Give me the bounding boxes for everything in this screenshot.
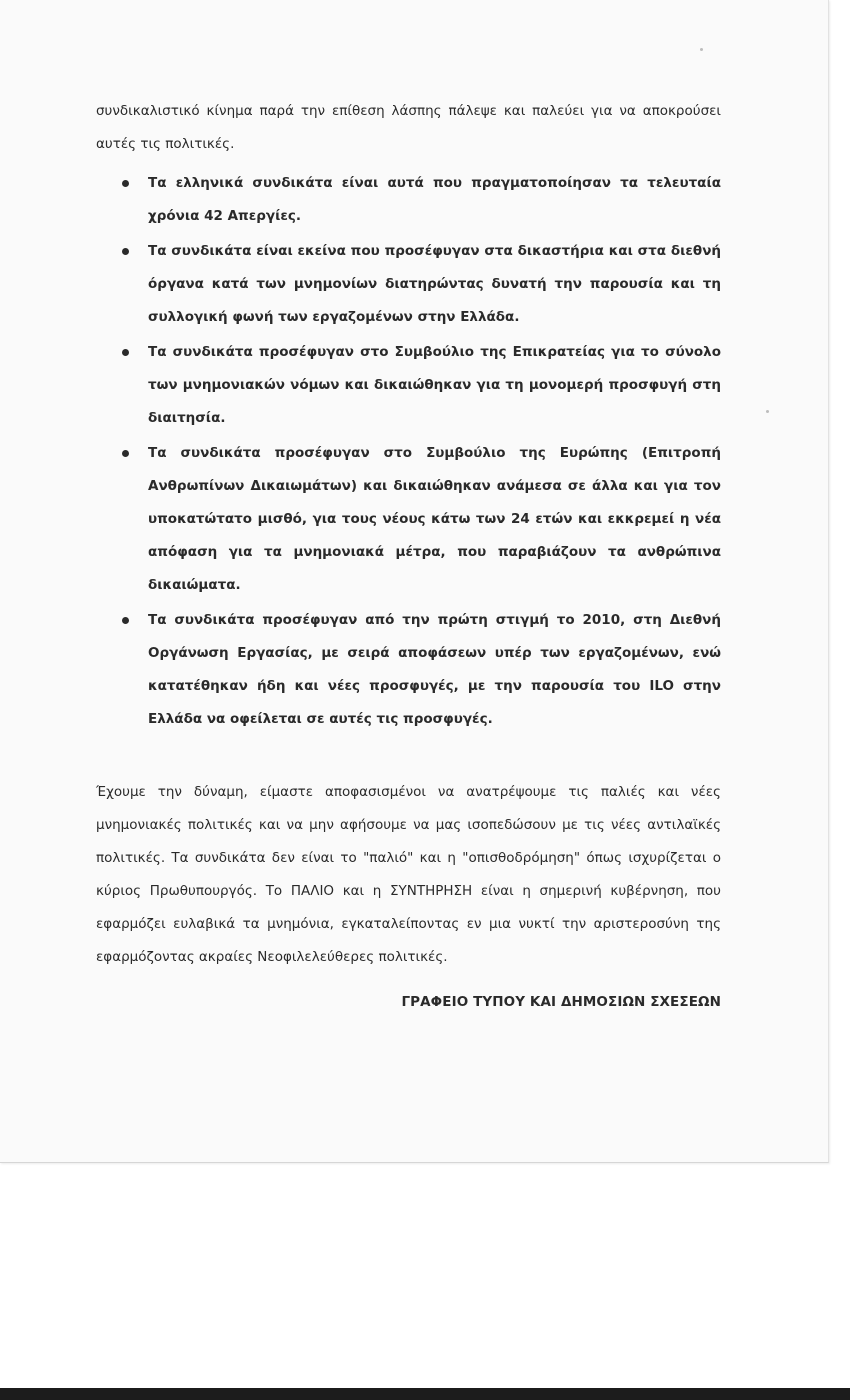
bullet-list	[96, 167, 721, 736]
scan-speck	[766, 410, 769, 413]
bullet-dot-icon	[122, 180, 129, 187]
scan-bottom-edge	[0, 1388, 850, 1400]
bullet-item	[96, 336, 721, 435]
intro-paragraph: συνδικαλιστικό κίνημα παρά την επίθεση λάσπης πάλεψε και παλεύει για να αποκρούσει αυτές τις πολιτικές.	[96, 103, 721, 152]
bullet-dot-icon	[122, 349, 129, 356]
bullet-item	[96, 604, 721, 736]
bullet-dot-icon	[122, 450, 129, 457]
bullet-text: Τα συνδικάτα είναι εκείνα που προσέφυγαν στα δικαστήρια και στα διεθνή όργανα κατά των μνημονίων διατηρώντας δυνατή την παρουσία και τη συλλογική φωνή των εργαζομένων στην Ελλάδα.	[148, 243, 721, 325]
closing-paragraph: Έχουμε την δύναμη, είμαστε αποφασισμένοι να ανατρέψουμε τις παλιές και νέες μνημονιακές πολιτικές και να μην αφήσουμε να μας ισοπεδώσουν με τις νέες αντιλαϊκές πολιτικές. Τα συνδικάτα δεν είναι το "παλιό" και η "οπισθοδρόμηση" όπως ισχυρίζεται ο κύριος Πρωθυπουργός. Το ΠΑΛΙΟ και η ΣΥΝΤΗΡΗΣΗ είναι η σημερινή κυβέρνηση, που εφαρμόζει ευλαβικά τα μνημόνια, εγκαταλείποντας εν μια νυκτί την αριστεροσύνη της εφαρμόζοντας ακραίες Νεοφιλελεύθερες πολιτικές.	[96, 784, 721, 965]
signature: ΓΡΑΦΕΙΟ ΤΥΠΟΥ ΚΑΙ ΔΗΜΟΣΙΩΝ ΣΧΕΣΕΩΝ	[401, 994, 721, 1010]
bullet-dot-icon	[122, 248, 129, 255]
document-body	[96, 95, 721, 1014]
bullet-dot-icon	[122, 617, 129, 624]
bullet-text: Τα συνδικάτα προσέφυγαν από την πρώτη στιγμή το 2010, στη Διεθνή Οργάνωση Εργασίας, με σειρά αποφάσεων υπέρ των εργαζομένων, ενώ κατατέθηκαν ήδη και νέες προσφυγές, με την παρουσία του ILO στην Ελλάδα να οφείλεται σε αυτές τις προσφυγές.	[148, 612, 721, 727]
bullet-text: Τα συνδικάτα προσέφυγαν στο Συμβούλιο της Επικρατείας για το σύνολο των μνημονιακών νόμων και δικαιώθηκαν για τη μονομερή προσφυγή στη διαιτησία.	[148, 344, 721, 426]
bullet-item	[96, 437, 721, 602]
bullet-item	[96, 167, 721, 233]
scan-speck	[700, 48, 703, 51]
bullet-item	[96, 235, 721, 334]
bullet-text: Τα ελληνικά συνδικάτα είναι αυτά που πραγματοποίησαν τα τελευταία χρόνια 42 Απεργίες.	[148, 175, 721, 224]
bullet-text: Τα συνδικάτα προσέφυγαν στο Συμβούλιο της Ευρώπης (Επιτροπή Ανθρωπίνων Δικαιωμάτων) και δικαιώθηκαν ανάμεσα σε άλλα και για τον υποκατώτατο μισθό, για τους νέους κάτω των 24 ετών και εκκρεμεί η νέα απόφαση για τα μνημονιακά μέτρα, που παραβιάζουν τα ανθρώπινα δικαιώματα.	[148, 445, 721, 593]
